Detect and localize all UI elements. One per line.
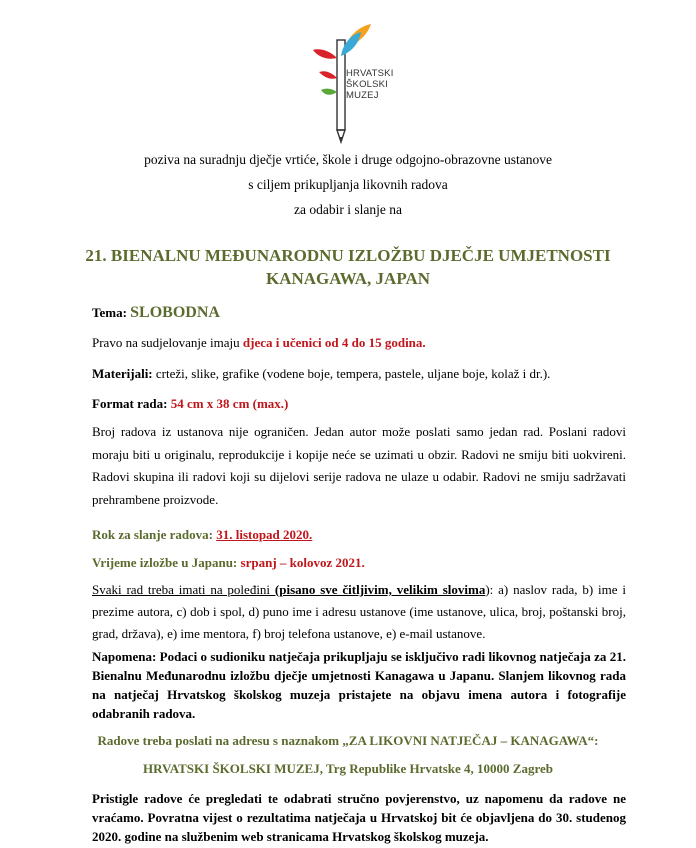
- svaki-rad-paragraph: Svaki rad treba imati na poleđini (pisano sve čitljivim, velikim slovima): a) naslov rada, b) ime i prezime autora, c) dob i spol, d) puno ime i adresu ustanove (ime ustanove, ulica, broj, poštanski broj, grad, država), e) ime mentora, f) broj telefona ustanove, e) e-mail ustanove.: [92, 582, 626, 641]
- napomena-paragraph: Napomena: Podaci o sudioniku natječaja prikupljaju se isključivo radi likovnog natječaja za 21. Bienalnu Međunarodnu izložbu dječje umjetnosti Kanagawa u Japanu. Slanjem likovnog rada na natječaj Hrvatskog školskog muzeja pristajete na objavu imena autora i fotografije odabranih radova.: [92, 649, 626, 721]
- broj-radova-paragraph: Broj radova iz ustanova nije ograničen. Jedan autor može poslati samo jedan rad. Poslani radovi moraju biti u originalu, reprodukcije i kopije neće se uzimati u obzir. Radovi ne smiju biti uokvireni. Radovi skupina ili radovi koji su dijelovi serije radova ne ulaze u odabir. Radovi ne smiju sadržavati prehrambene proizvode.: [92, 424, 626, 507]
- rok-line: Rok za slanje radova: 31. listopad 2020.: [92, 527, 313, 542]
- intro-line-2: s ciljem prikupljanja likovnih radova: [248, 177, 448, 192]
- intro-line-1: poziva na suradnju dječje vrtiće, škole i druge odgojno-obrazovne ustanove: [144, 152, 552, 167]
- logo-text: HRVATSKI ŠKOLSKI MUZEJ: [346, 68, 394, 101]
- format-line: Format rada: 54 cm x 38 cm (max.): [92, 396, 289, 411]
- vrijeme-line: Vrijeme izložbe u Japanu: srpanj – kolovoz 2021.: [92, 555, 365, 570]
- materijali-line: Materijali: crteži, slike, grafike (vodene boje, tempera, pastele, uljane boje, kolaž i dr.).: [92, 366, 551, 381]
- pristigle-paragraph: Pristigle radove će pregledati te odabrati stručno povjerenstvo, uz napomenu da radove ne vraćamo. Povratna vijest o rezultatima natječaja u Hrvatskoj bit će objavljena do 30. studenog 2020. godine na službenim web stranicama Hrvatskog školskog muzeja.: [92, 791, 626, 844]
- document-title: 21. BIENALNU MEĐUNARODNU IZLOŽBU DJEČJE UMJETNOSTI KANAGAWA, JAPAN: [85, 246, 611, 288]
- adresa-instruction: Radove treba poslati na adresu s naznakom „ZA LIKOVNI NATJEČAJ – KANAGAWA“:: [97, 733, 599, 748]
- adresa-address: HRVATSKI ŠKOLSKI MUZEJ, Trg Republike Hrvatske 4, 10000 Zagreb: [142, 761, 554, 776]
- pravo-line: Pravo na sudjelovanje imaju djeca i učenici od 4 do 15 godina.: [92, 335, 426, 350]
- tema-line: Tema: SLOBODNA: [92, 304, 220, 321]
- intro-line-3: za odabir i slanje na: [294, 202, 402, 217]
